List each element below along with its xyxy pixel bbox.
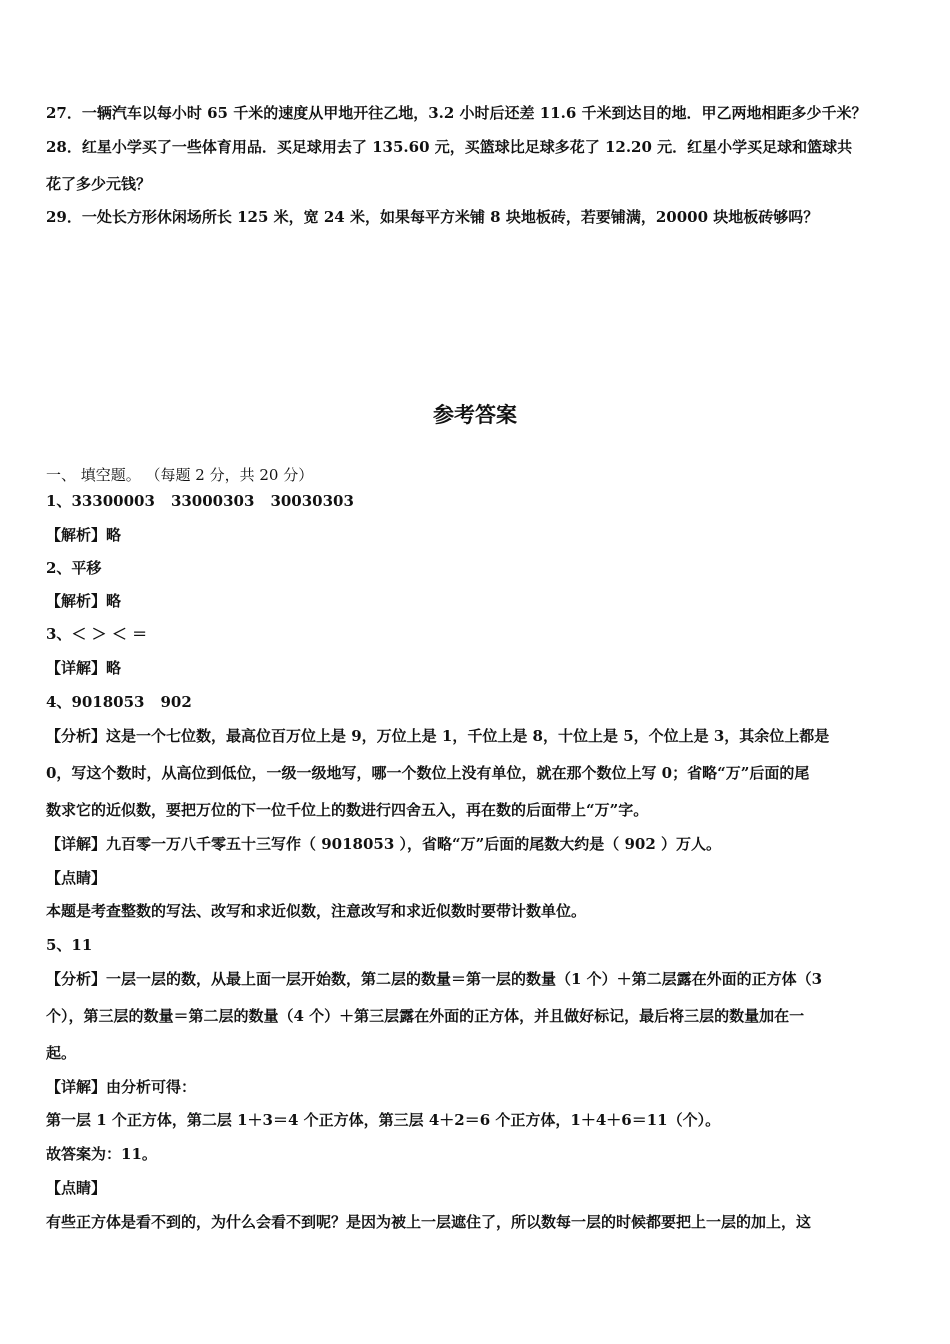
answer-4-detail: 【详解】九百零一万八千零五十三写作（ 9018053 ），省略“万”后面的尾数大约是（ 902 ）万人。 [46, 835, 722, 853]
answer-4-value-1: 9018053 [71, 693, 145, 711]
answer-5-analysis-line-2: 个），第三层的数量＝第二层的数量（4 个）＋第三层露在外面的正方体，并且做好标记，最后将三层的数量加在一 [46, 1007, 805, 1025]
answer-3: 3、＜ ＞ ＜ ＝ [46, 625, 148, 643]
answer-5-tip-line-1: 有些正方体是看不到的，为什么会看不到呢？是因为被上一层遮住了，所以数每一层的时候都要把上一层的加上，这 [46, 1213, 812, 1231]
answer-1-value-2: 33000303 [170, 492, 255, 510]
answer-2: 2、平移 [46, 559, 102, 577]
answer-4-tip: 本题是考查整数的写法、改写和求近似数，注意改写和求近似数时要带计数单位。 [46, 902, 587, 920]
question-28-line-2: 花了多少元钱？ [46, 175, 152, 193]
answer-5-tip-label: 【点睛】 [46, 1179, 107, 1197]
answer-1-value-1: 33300003 [71, 492, 155, 510]
answer-1 [46, 491, 354, 511]
answer-3-note: 【详解】略 [46, 659, 122, 677]
question-28-line-1: 28．红星小学买了一些体育用品．买足球用去了 135.60 元，买篮球比足球多花了 12.20 元．红星小学买足球和篮球共 [46, 138, 853, 156]
answer-1-note: 【解析】略 [46, 526, 122, 544]
answer-4 [46, 692, 192, 712]
section-1-header: 一、 填空题。 （每题 2 分，共 20 分） [46, 466, 314, 484]
answer-5-analysis-line-1: 【分析】一层一层的数，从最上面一层开始数，第二层的数量＝第一层的数量（1 个）＋第二层露在外面的正方体（3 [46, 970, 823, 988]
answer-5-detail-line-3: 故答案为：11。 [46, 1145, 157, 1163]
answer-4-analysis-line-1: 【分析】这是一个七位数，最高位百万位上是 9，万位上是 1，千位上是 8，十位上是 5，个位上是 3，其余位上都是 [46, 727, 830, 745]
answer-4-label: 4、 [46, 693, 72, 711]
answer-5: 5、11 [46, 936, 93, 954]
answer-5-detail-line-2: 第一层 1 个正方体，第二层 1＋3＝4 个正方体，第三层 4＋2＝6 个正方体，1＋4＋6＝11（个）。 [46, 1111, 721, 1129]
answer-2-note: 【解析】略 [46, 592, 122, 610]
answer-4-tip-label: 【点睛】 [46, 869, 107, 887]
answer-5-detail-line-1: 【详解】由分析可得： [46, 1078, 197, 1096]
answer-4-analysis-line-3: 数求它的近似数，要把万位的下一位千位上的数进行四舍五入，再在数的后面带上“万”字。 [46, 801, 649, 819]
answer-4-value-2: 902 [160, 693, 192, 711]
answers-title: 参考答案 [433, 403, 517, 427]
question-29: 29．一处长方形休闲场所长 125 米，宽 24 米，如果每平方米铺 8 块地板砖，若要铺满，20000 块地板砖够吗？ [46, 208, 819, 226]
answer-1-label: 1、 [46, 492, 72, 510]
answer-4-analysis-line-2: 0，写这个数时，从高位到低位，一级一级地写，哪一个数位上没有单位，就在那个数位上写 0；省略“万”后面的尾 [46, 764, 810, 782]
answer-1-value-3: 30030303 [270, 492, 354, 510]
answer-5-analysis-line-3: 起。 [46, 1044, 77, 1062]
question-27: 27．一辆汽车以每小时 65 千米的速度从甲地开往乙地，3.2 小时后还差 11.6 千米到达目的地．甲乙两地相距多少千米？ [46, 104, 867, 122]
